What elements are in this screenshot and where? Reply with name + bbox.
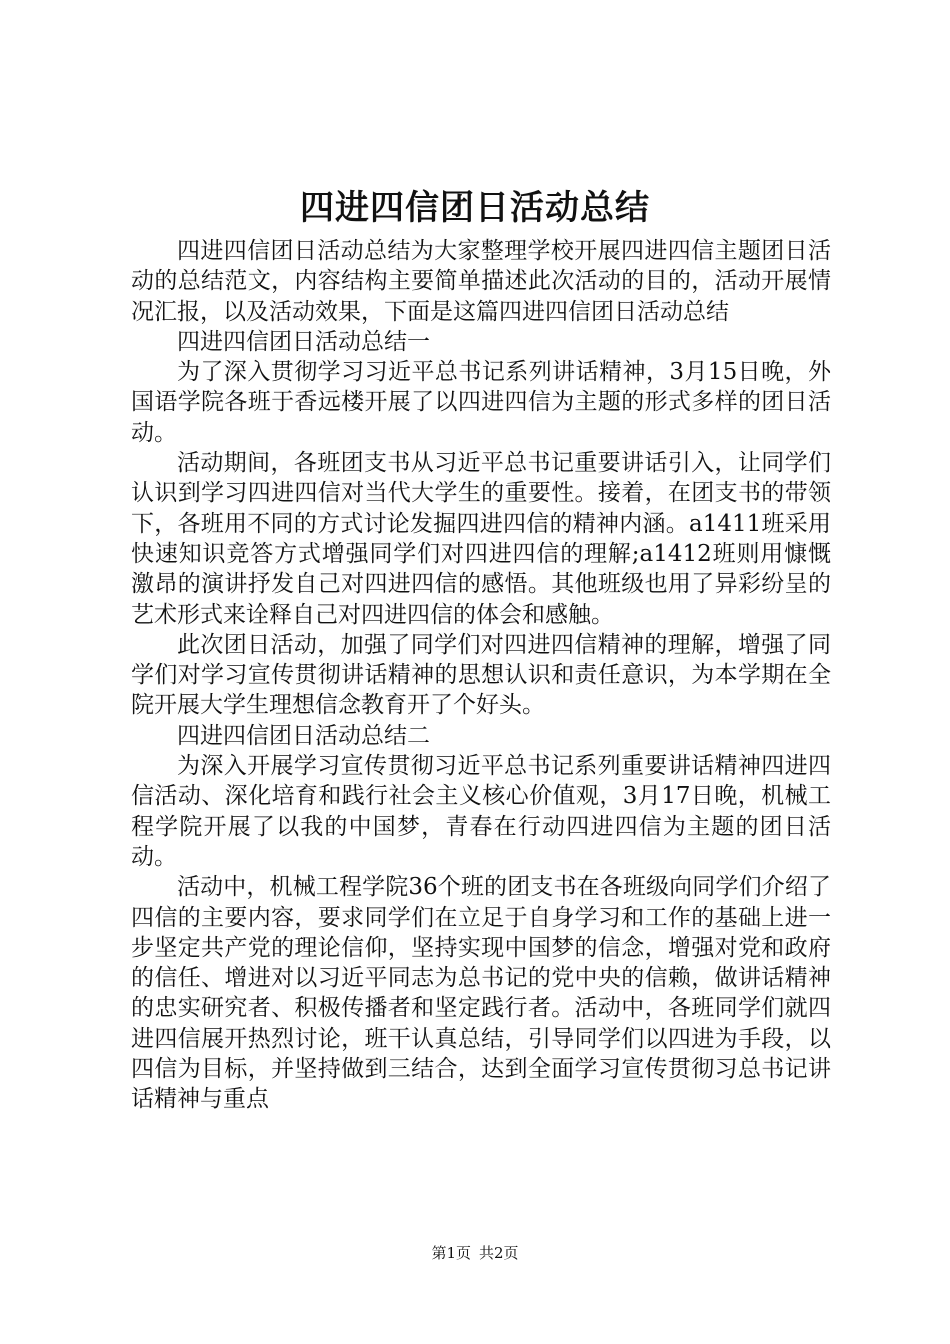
body-paragraph: 为深入开展学习宣传贯彻习近平总书记系列重要讲话精神四进四信活动、深化培育和践行社会主义核心价值观，3月17日晚，机械工程学院开展了以我的中国梦，青春在行动四进四信为主题的团日活动。: [131, 753, 831, 870]
page-total: 共2页: [479, 1244, 519, 1262]
document-body: [131, 236, 831, 1115]
body-paragraph: 为了深入贯彻学习习近平总书记系列讲话精神，3月15日晚，外国语学院各班于香远楼开展了以四进四信为主题的形式多样的团日活动。: [131, 359, 831, 446]
page-footer: [0, 1243, 950, 1263]
body-paragraph: 活动中，机械工程学院36个班的团支书在各班级向同学们介绍了四信的主要内容，要求同学们在立足于自身学习和工作的基础上进一步坚定共产党的理论信仰，坚持实现中国梦的信念，增强对党和政府的信任、增进对以习近平同志为总书记的党中央的信赖，做讲话精神的忠实研究者、积极传播者和坚定践行者。活动中，各班同学们就四进四信展开热烈讨论，班干认真总结，引导同学们以四进为手段，以四信为目标，并坚持做到三结合，达到全面学习宣传贯彻习总书记讲话精神与重点: [131, 874, 831, 1113]
section-heading-one: 四进四信团日活动总结一: [177, 328, 430, 355]
page-number: 第1页: [431, 1244, 471, 1262]
section-heading-two: 四进四信团日活动总结二: [177, 722, 430, 749]
intro-paragraph: 四进四信团日活动总结为大家整理学校开展四进四信主题团日活动的总结范文，内容结构主要简单描述此次活动的目的，活动开展情况汇报，以及活动效果，下面是这篇四进四信团日活动总结: [131, 238, 831, 325]
body-paragraph: 活动期间，各班团支书从习近平总书记重要讲话引入，让同学们认识到学习四进四信对当代大学生的重要性。接着，在团支书的带领下，各班用不同的方式讨论发掘四进四信的精神内涵。a1411班采用快速知识竞答方式增强同学们对四进四信的理解;a1412班则用慷慨激昂的演讲抒发自己对四进四信的感悟。其他班级也用了异彩纷呈的艺术形式来诠释自己对四进四信的体会和感触。: [131, 450, 831, 628]
document-title: 四进四信团日活动总结: [300, 188, 650, 228]
body-paragraph: 此次团日活动，加强了同学们对四进四信精神的理解，增强了同学们对学习宣传贯彻讲话精神的思想认识和责任意识，为本学期在全院开展大学生理想信念教育开了个好头。: [131, 631, 831, 719]
